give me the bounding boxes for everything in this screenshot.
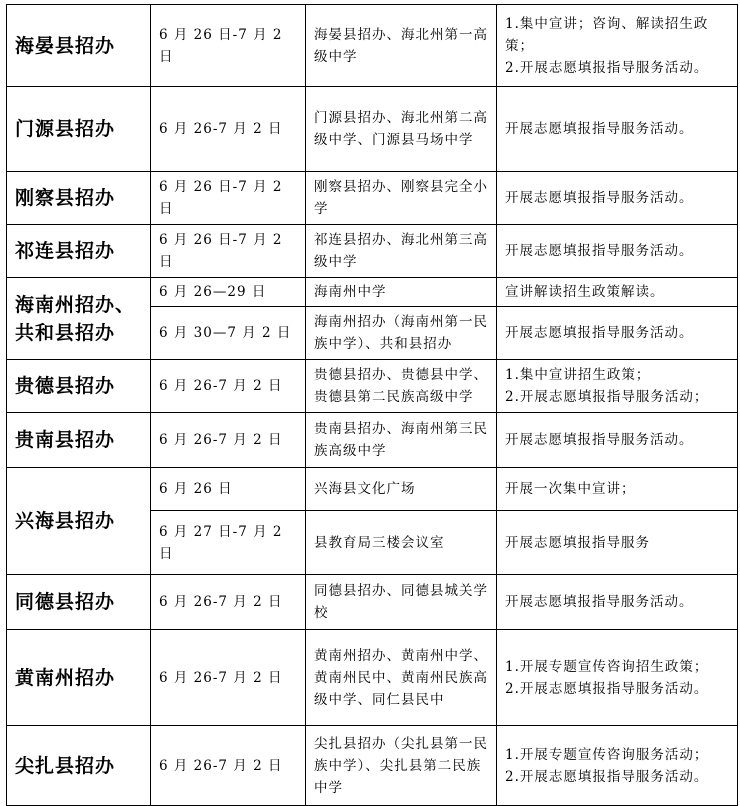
activity-line: 开展志愿填报指导服务活动。 [505,594,694,610]
date-cell: 6 月 26 日-7 月 2 日 [151,172,306,225]
activity-cell [497,511,738,575]
table-row [7,726,738,806]
table-row [7,575,738,630]
venue-cell: 刚察县招办、刚察县完全小学 [306,172,497,225]
activity-line: 1.集中宣讲招生政策； [505,367,651,383]
activity-line: 开展志愿填报指导服务 [505,534,650,551]
activity-cell [497,5,738,87]
venue-cell: 兴海县文化广场 [306,468,497,511]
activity-line: 宣讲解读招生政策解读。 [505,284,665,300]
activity-line: 开展志愿填报指导服务活动。 [505,432,694,448]
activity-line: 开展志愿填报指导服务活动。 [505,325,694,341]
venue-cell: 海南州招办（海南州第一民族中学）、共和县招办 [306,307,497,360]
venue-cell: 黄南州招办、黄南州中学、黄南州民中、黄南州民族高级中学、同仁县民中 [306,630,497,726]
table-row [7,360,738,413]
date-cell: 6 月 30—7 月 2 日 [151,307,306,360]
venue-cell: 海晏县招办、海北州第一高级中学 [306,5,497,87]
activity-line: 1.开展专题宣传咨询招生政策； [505,658,709,675]
activity-line: 2.开展志愿填报指导服务活动。 [505,59,709,76]
date-cell: 6 月 26-7 月 2 日 [151,726,306,806]
office-cell: 海南州招办、共和县招办 [7,278,151,360]
activity-line: 开展志愿填报指导服务活动。 [505,190,694,206]
venue-cell: 尖扎县招办（尖扎县第一民族中学）、尖扎县第二民族中学 [306,726,497,806]
table-row [7,225,738,278]
venue-cell: 同德县招办、同德县城关学校 [306,575,497,630]
activity-cell [497,278,738,307]
date-cell: 6 月 26-7 月 2 日 [151,87,306,172]
date-cell: 6 月 27 日-7 月 2 日 [151,511,306,575]
venue-cell: 祁连县招办、海北州第三高级中学 [306,225,497,278]
table-row [7,630,738,726]
date-cell: 6 月 26 日-7 月 2 日 [151,5,306,87]
activity-cell [497,468,738,511]
office-cell: 刚察县招办 [7,172,151,225]
table-row [7,413,738,468]
activity-line: 1.集中宣讲；咨询、解读招生政策； [505,15,709,54]
office-cell: 贵南县招办 [7,413,151,468]
office-cell: 尖扎县招办 [7,726,151,806]
activity-line: 开展志愿填报指导服务活动。 [505,243,694,259]
office-cell: 贵德县招办 [7,360,151,413]
date-cell: 6 月 26-7 月 2 日 [151,413,306,468]
date-cell: 6 月 26-7 月 2 日 [151,360,306,413]
date-cell: 6 月 26 日 [151,468,306,511]
activity-line: 2.开展志愿填报指导服务活动； [505,389,709,405]
date-cell: 6 月 26-7 月 2 日 [151,575,306,630]
table-row [7,278,738,307]
activity-cell [497,87,738,172]
venue-cell: 县教育局三楼会议室 [306,511,497,575]
table-row [7,468,738,511]
table-row [7,5,738,87]
activity-cell [497,726,738,806]
activity-cell [497,172,738,225]
schedule-table [6,4,738,806]
office-cell: 门源县招办 [7,87,151,172]
date-cell: 6 月 26—29 日 [151,278,306,307]
activity-cell [497,413,738,468]
office-cell: 海晏县招办 [7,5,151,87]
activity-line: 2.开展志愿填报指导服务活动。 [505,768,709,785]
table-row [7,87,738,172]
activity-line: 开展一次集中宣讲； [505,481,636,497]
venue-cell: 贵南县招办、海南州第三民族高级中学 [306,413,497,468]
date-cell: 6 月 26-7 月 2 日 [151,630,306,726]
activity-line: 1.开展专题宣传咨询服务活动； [505,746,709,763]
activity-line: 2.开展志愿填报指导服务活动。 [505,680,709,697]
venue-cell: 海南州中学 [306,278,497,307]
activity-cell [497,307,738,360]
activity-cell [497,360,738,413]
office-cell: 黄南州招办 [7,630,151,726]
venue-cell: 贵德县招办、贵德县中学、贵德县第二民族高级中学 [306,360,497,413]
office-cell: 祁连县招办 [7,225,151,278]
activity-cell [497,225,738,278]
office-cell: 同德县招办 [7,575,151,630]
venue-cell: 门源县招办、海北州第二高级中学、门源县马场中学 [306,87,497,172]
office-cell: 兴海县招办 [7,468,151,575]
activity-cell [497,630,738,726]
date-cell: 6 月 26 日-7 月 2 日 [151,225,306,278]
activity-cell [497,575,738,630]
activity-line: 开展志愿填报指导服务活动。 [505,121,694,137]
table-row [7,172,738,225]
